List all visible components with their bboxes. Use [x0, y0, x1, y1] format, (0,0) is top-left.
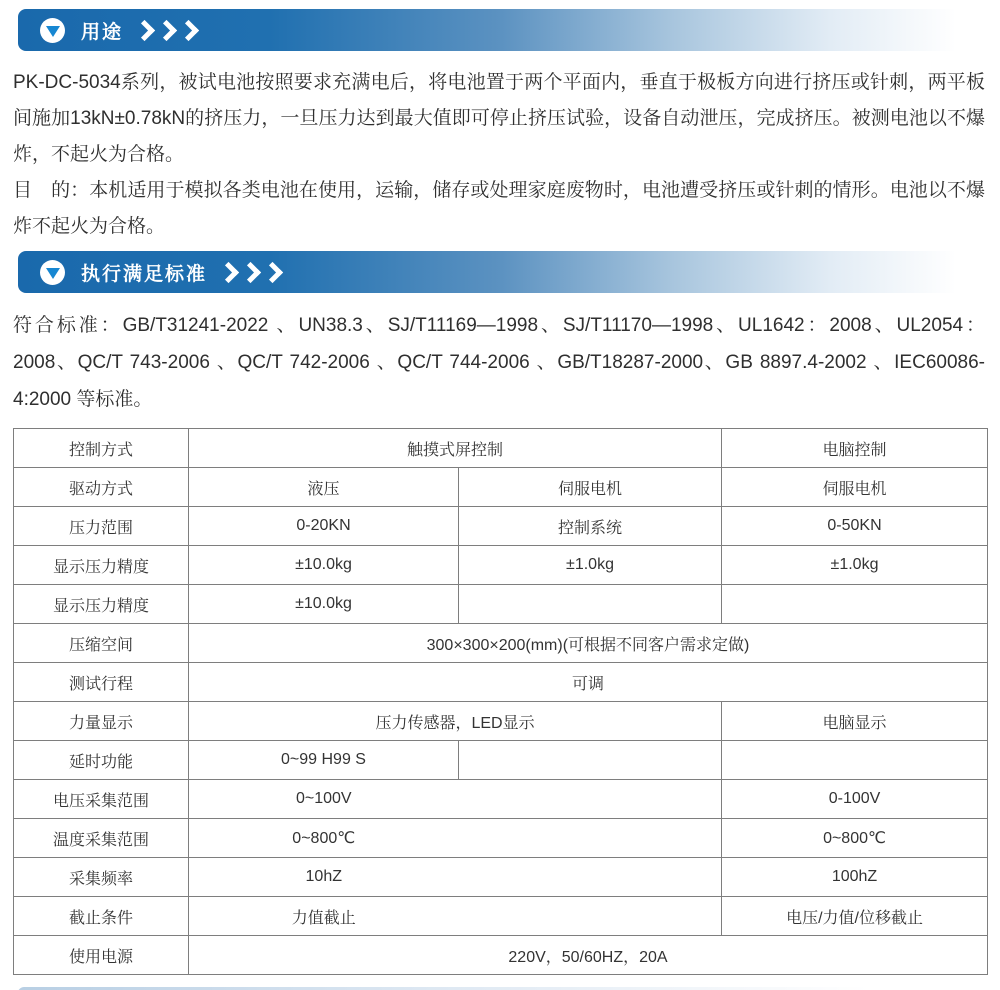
row-label: 延时功能: [14, 741, 189, 780]
cell-value-empty: [722, 585, 988, 624]
table-row: [14, 780, 988, 819]
cell-value: 220V，50/60HZ，20A: [189, 936, 988, 975]
row-label: 显示压力精度: [14, 585, 189, 624]
cell-value: [189, 858, 722, 897]
triangle-down-icon: [46, 26, 60, 37]
cell-value-empty: [459, 741, 722, 780]
section-triangle-icon: [40, 260, 65, 285]
cell-value-text: 0~100V: [295, 790, 352, 807]
chevron-right-icon: [156, 19, 177, 40]
cell-value: 0-20KN: [189, 507, 459, 546]
cell-value: [189, 780, 722, 819]
cell-value: 电脑控制: [722, 429, 988, 468]
row-label: 电压采集范围: [14, 780, 189, 819]
chevron-right-icon: [178, 19, 199, 40]
table-row: [14, 897, 988, 936]
cell-value: 0-100V: [722, 780, 988, 819]
cell-value: 压力传感器，LED显示: [189, 702, 722, 741]
chevron-right-icon: [218, 261, 239, 282]
usage-paragraphs: [13, 65, 985, 245]
triangle-down-icon: [46, 268, 60, 279]
table-row: [14, 663, 988, 702]
cell-value: ±1.0kg: [459, 546, 722, 585]
table-row: [14, 507, 988, 546]
table-row: [14, 429, 988, 468]
usage-paragraph-2: 目 的：本机适用于模拟各类电池在使用，运输，储存或处理家庭废物时，电池遭受挤压或针刺的情形。电池以不爆炸不起火为合格。: [13, 180, 985, 237]
table-row: [14, 468, 988, 507]
cell-value: 0-50KN: [722, 507, 988, 546]
row-label: 控制方式: [14, 429, 189, 468]
cell-value-empty: [459, 585, 722, 624]
spec-table: [13, 428, 988, 975]
cell-value: [189, 897, 722, 936]
table-row: [14, 741, 988, 780]
row-label: 温度采集范围: [14, 819, 189, 858]
product-spec-page: [0, 9, 1000, 990]
triple-chevron-right-icon: [221, 265, 287, 280]
cell-value: 伺服电机: [722, 468, 988, 507]
row-label: 采集频率: [14, 858, 189, 897]
chevron-right-icon: [262, 261, 283, 282]
cell-value-text: 10hZ: [305, 868, 342, 885]
table-row: [14, 546, 988, 585]
row-label: 测试行程: [14, 663, 189, 702]
cell-value: ±10.0kg: [189, 585, 459, 624]
cell-value: 0~800℃: [722, 819, 988, 858]
usage-paragraph-1: PK-DC-5034系列，被试电池按照要求充满电后，将电池置于两个平面内，垂直于极板方向进行挤压或针刺，两平板间施加13kN±0.78kN的挤压力，一旦压力达到最大值即可停止挤压试验，设备自动泄压，完成挤压。被测电池以不爆炸，不起火为合格。: [13, 72, 985, 165]
row-label: 显示压力精度: [14, 546, 189, 585]
table-row: [14, 936, 988, 975]
table-row: [14, 702, 988, 741]
cell-value: 伺服电机: [459, 468, 722, 507]
cell-value: 控制系统: [459, 507, 722, 546]
table-row: [14, 858, 988, 897]
section-triangle-icon: [40, 18, 65, 43]
table-row: [14, 819, 988, 858]
section-banner-standards: [18, 251, 985, 293]
table-row: [14, 585, 988, 624]
standards-paragraph: 符合标准：GB/T31241-2022 、UN38.3、SJ/T11169—1998、SJ/T11170—1998、UL1642：2008、UL2054：2008、QC/T 743-2006 、QC/T 742-2006 、QC/T 744-2006 、GB/T18287-2000、GB 8897.4-2002 、IEC60086-4:2000 等标准。: [13, 315, 985, 410]
section-title-usage: 用途: [81, 21, 124, 43]
row-label: 使用电源: [14, 936, 189, 975]
cell-value: 可调: [189, 663, 988, 702]
section-title-standards: 执行满足标准: [81, 263, 208, 285]
cell-value: ±1.0kg: [722, 546, 988, 585]
chevron-right-icon: [134, 19, 155, 40]
chevron-right-icon: [240, 261, 261, 282]
cell-value: 0~99 H99 S: [189, 741, 459, 780]
row-label: 压缩空间: [14, 624, 189, 663]
cell-value: 触摸式屏控制: [189, 429, 722, 468]
triple-chevron-right-icon: [137, 23, 203, 38]
cell-value-text: 力值截止: [291, 909, 356, 927]
row-label: 力量显示: [14, 702, 189, 741]
cell-value: [189, 819, 722, 858]
row-label: 截止条件: [14, 897, 189, 936]
cell-value-empty: [722, 741, 988, 780]
cell-value: 100hZ: [722, 858, 988, 897]
cell-value: ±10.0kg: [189, 546, 459, 585]
section-banner-usage: [18, 9, 985, 51]
row-label: 压力范围: [14, 507, 189, 546]
cell-value: 电压/力值/位移截止: [722, 897, 988, 936]
cell-value-text: 0~800℃: [292, 830, 356, 847]
row-label: 驱动方式: [14, 468, 189, 507]
table-row: [14, 624, 988, 663]
cell-value: 电脑显示: [722, 702, 988, 741]
cell-value: 液压: [189, 468, 459, 507]
cell-value: 300×300×200(mm)(可根据不同客户需求定做): [189, 624, 988, 663]
